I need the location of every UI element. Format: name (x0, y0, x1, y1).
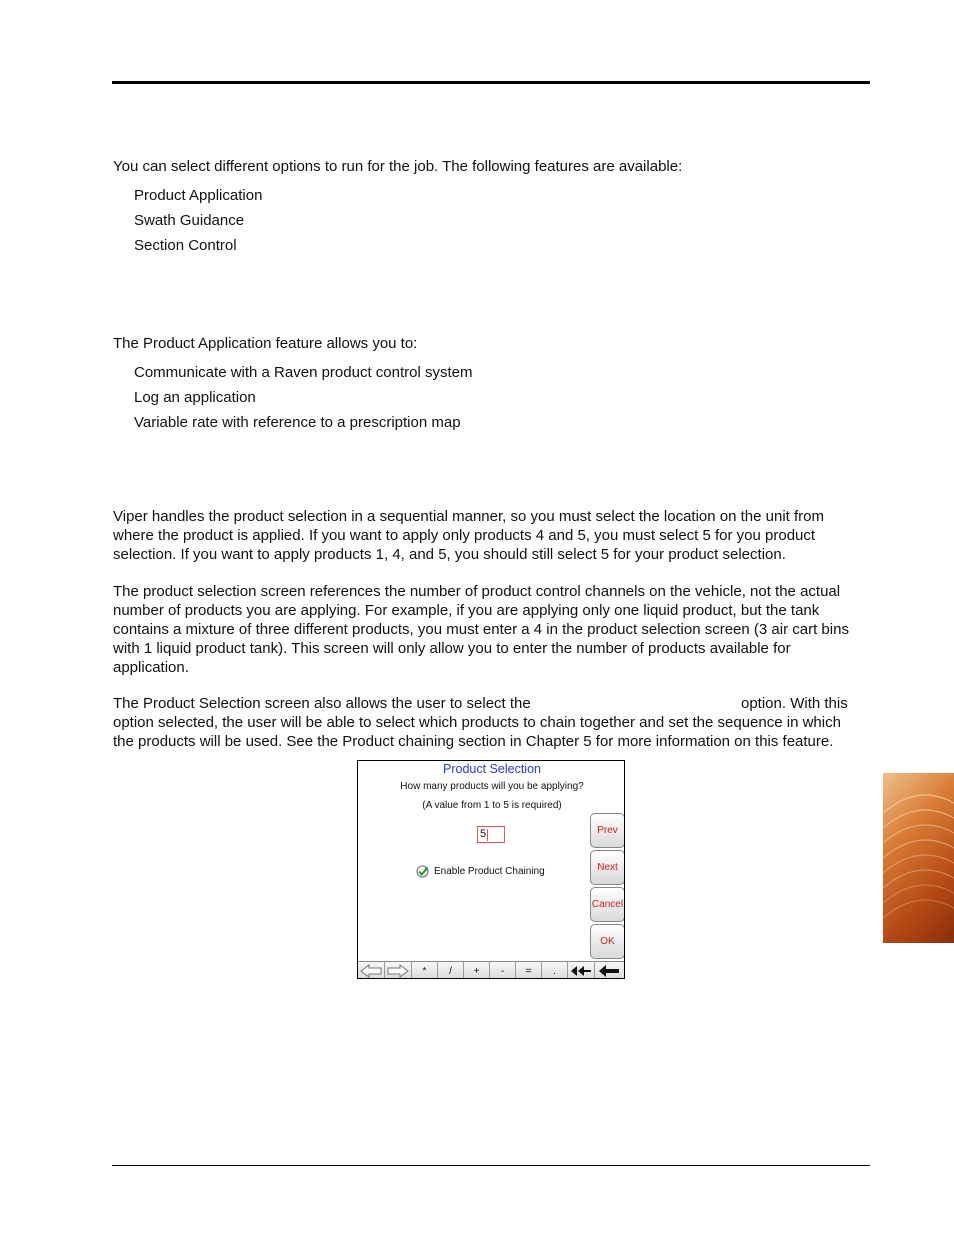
text-cursor (487, 829, 488, 841)
enable-product-chaining-label: Enable Product Chaining (434, 866, 545, 877)
paragraph-line: Viper handles the product selection in a sequential manner, so you must select the location on the unit from (113, 508, 824, 525)
feature-item: Product Application (134, 187, 263, 204)
paragraph-line: where the product is applied. If you want to apply only products 4 and 5, you must select 5 for you product (113, 527, 816, 544)
product-selection-screen (357, 760, 625, 979)
key-plus[interactable]: + (464, 962, 490, 979)
screen-range-note: (A value from 1 to 5 is required) (422, 800, 562, 811)
cancel-button[interactable]: Cancel (590, 887, 625, 922)
key-asterisk[interactable]: * (412, 962, 438, 979)
product-application-item: Log an application (134, 389, 256, 406)
product-count-input[interactable] (477, 826, 505, 843)
key-minus[interactable]: - (490, 962, 516, 979)
backspace-icon[interactable] (595, 962, 622, 979)
paragraph-line: with 1 liquid product tank). This screen will only allow you to enter the number of products available for (113, 640, 791, 657)
arrow-right-icon[interactable] (385, 962, 412, 979)
feature-item: Section Control (134, 237, 237, 254)
check-icon[interactable] (416, 865, 429, 878)
chapter-tab-decoration (883, 773, 954, 943)
ok-button[interactable]: OK (590, 924, 625, 959)
screen-question: How many products will you be applying? (400, 781, 584, 792)
paragraph-line: application. (113, 659, 189, 676)
intro-text: You can select different options to run for the job. The following features are available: (113, 158, 683, 175)
header-rule (112, 81, 870, 84)
keypad-bar (358, 961, 625, 979)
paragraph-line: The product selection screen references the number of product control channels on the vehicle, not the actual (113, 583, 841, 600)
paragraph-line: the products will be used. See the Product chaining section in Chapter 5 for more information on this feature. (113, 733, 834, 750)
paragraph-line: selection. If you want to apply products 1, 4, and 5, you should still select 5 for your product selection. (113, 546, 786, 563)
key-slash[interactable]: / (438, 962, 464, 979)
key-decimal[interactable]: . (542, 962, 568, 979)
paragraph-line: The Product Selection screen also allows the user to select the (113, 695, 531, 712)
paragraph-line: option selected, the user will be able to select which products to chain together and set the sequence in which (113, 714, 841, 731)
paragraph-line: number of products you are applying. For example, if you are applying only one liquid product, but the tank (113, 602, 820, 619)
arrow-left-icon[interactable] (358, 962, 385, 979)
product-count-value: 5 (480, 828, 487, 840)
paragraph-line: contains a mixture of three different products, you must enter a 4 in the product selection screen (3 air cart bins (113, 621, 849, 638)
paragraph-line: option. With this (741, 695, 848, 712)
product-application-intro: The Product Application feature allows you to: (113, 335, 418, 352)
prev-button[interactable]: Prev (590, 813, 625, 848)
key-equals[interactable]: = (516, 962, 542, 979)
screen-title: Product Selection (443, 762, 541, 776)
next-button[interactable]: Next (590, 850, 625, 885)
product-application-item: Variable rate with reference to a prescription map (134, 414, 461, 431)
clear-all-icon[interactable] (568, 962, 595, 979)
feature-item: Swath Guidance (134, 212, 245, 229)
footer-rule (112, 1165, 870, 1166)
swirl-pattern-icon (883, 773, 954, 943)
product-application-item: Communicate with a Raven product control system (134, 364, 473, 381)
